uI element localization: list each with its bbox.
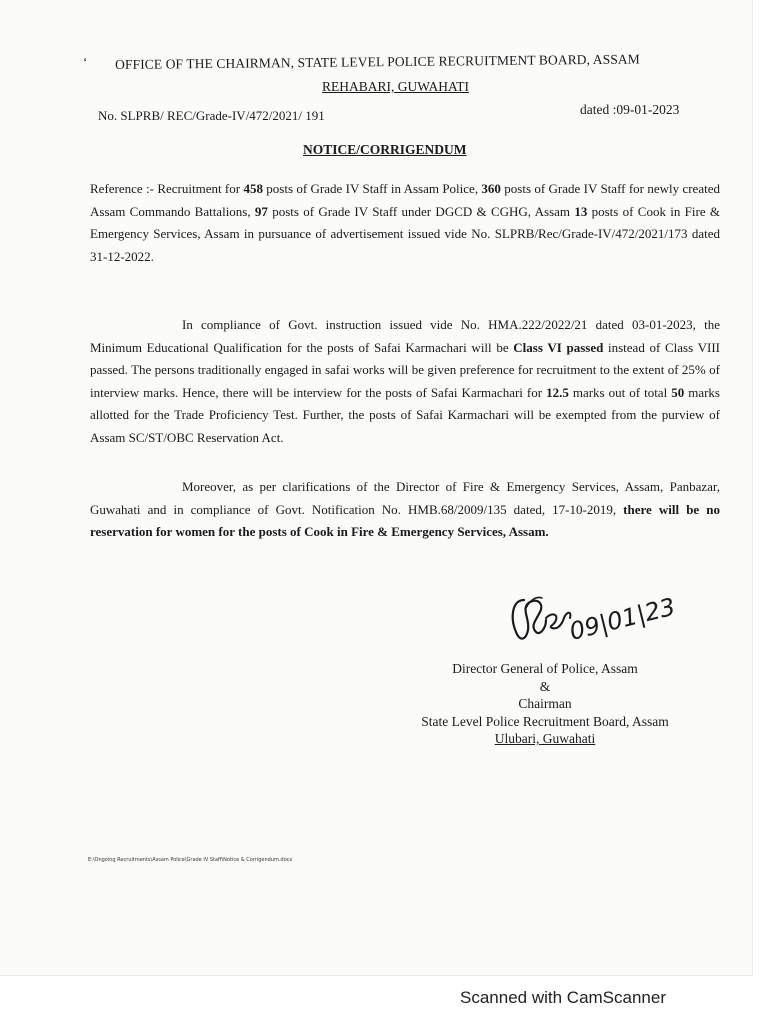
camscanner-watermark: Scanned with CamScanner — [460, 988, 667, 1007]
reference-paragraph: Reference :- Recruitment for 458 posts of Grade IV Staff in Assam Police, 360 posts of Grade IV Staff for newly created Assam Commando Battalions, 97 posts of Grade IV Staff under DGCD & CGHG, Assam 13 posts of Cook in Fire & Emergency Services, Assam in pursuance of advertisement issued vide No. SLPRB/Rec/Grade-IV/472/2021/173 dated 31-12-2022. — [90, 181, 720, 264]
notice-title: NOTICE/CORRIGENDUM — [303, 142, 467, 157]
scan-mark: ʻ — [83, 54, 88, 69]
signatory-chairman: Chairman — [518, 696, 572, 711]
signature-date: 09|01|23 — [566, 592, 679, 646]
office-address: REHABARI, GUWAHATI — [322, 79, 469, 94]
file-path: E:\Ongoing Recruitments\Assam Police\Grade IV Staff\Notice & Corrigendum.docx — [88, 857, 293, 863]
reference-number: No. SLPRB/ REC/Grade-IV/472/2021/ 191 — [98, 108, 325, 123]
notice-date: dated :09-01-2023 — [580, 102, 680, 117]
handwritten-signature — [506, 588, 696, 658]
signatory-board: State Level Police Recruitment Board, Assam — [421, 713, 669, 729]
signatory-title: Director General of Police, Assam — [452, 661, 638, 676]
signatory-ampersand: & — [539, 678, 551, 694]
clarification-paragraph: Moreover, as per clarifications of the Director of Fire & Emergency Services, Assam, Panbazar, Guwahati and in compliance of Govt. Notification No. HMB.68/2009/135 dated, 17-10-2019, there will be no reservation for women for the posts of Cook in Fire & Emergency Services, Assam. — [90, 479, 721, 539]
compliance-paragraph: In compliance of Govt. instruction issued vide No. HMA.222/2022/21 dated 03-01-2023, the Minimum Educational Qualification for the posts of Safai Karmachari will be Class VI passed instead of Class VIII passed. The persons traditionally engaged in safai works will be given preference for recruitment to the extent of 25% of interview marks. Hence, there will be interview for the posts of Safai Karmachari for 12.5 marks out of total 50 marks allotted for the Trade Proficiency Test. Further, the posts of Safai Karmachari will be exempted from the purview of Assam SC/ST/OBC Reservation Act. — [90, 317, 720, 445]
signatory-block — [380, 660, 710, 748]
signatory-address: Ulubari, Guwahati — [494, 731, 596, 746]
office-heading: OFFICE OF THE CHAIRMAN, STATE LEVEL POLICE RECRUITMENT BOARD, ASSAM — [115, 51, 640, 72]
